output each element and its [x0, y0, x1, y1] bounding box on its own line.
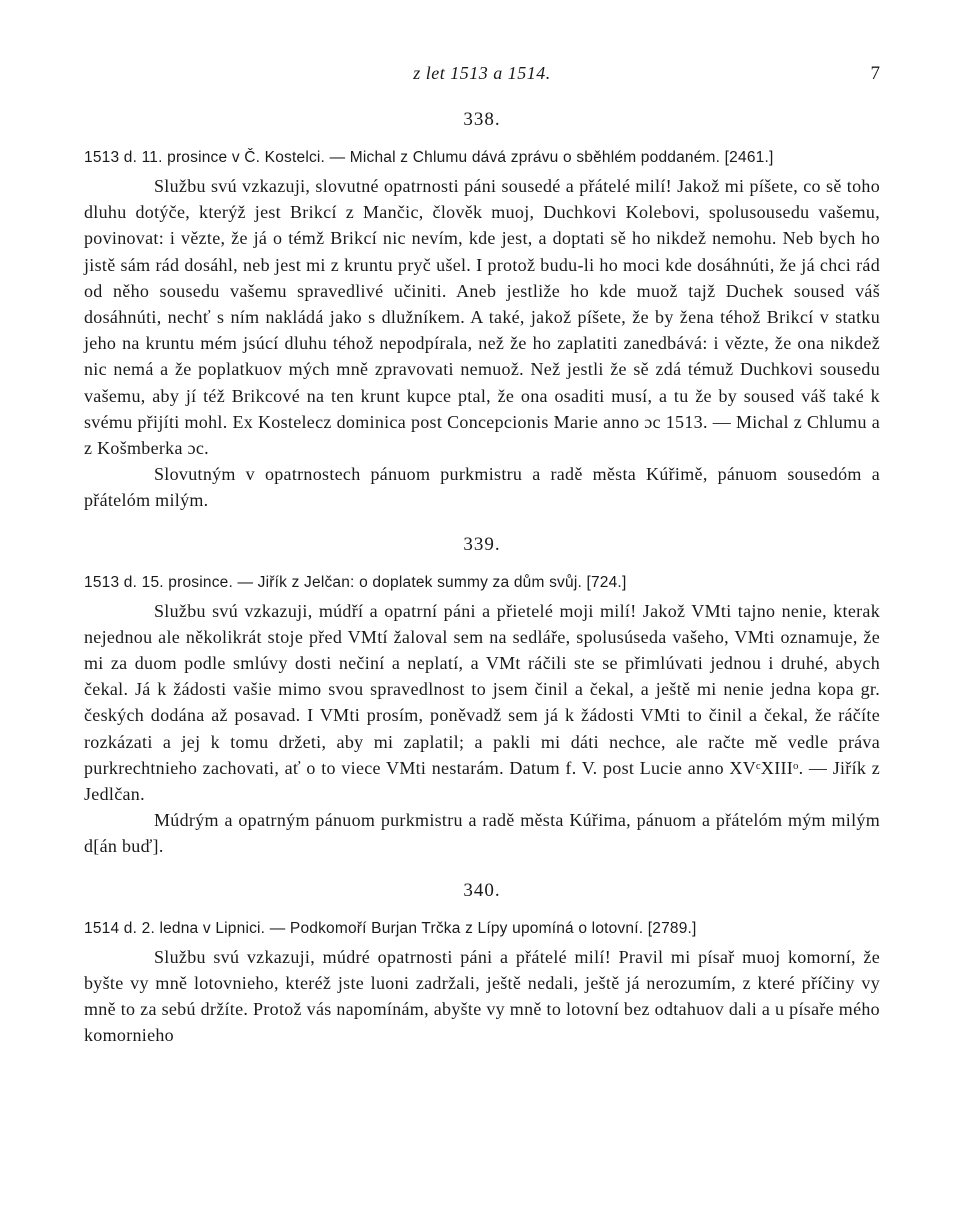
document-339	[84, 534, 880, 860]
document-address: Slovutným v opatrnostech pánuom purkmistru a radě města Kúřimě, pánuom sousedóm a přátelóm milým.	[84, 464, 880, 511]
document-text: Službu svú vzkazuji, múdří a opatrní páni a přietelé moji milí! Jakož VMti tajno nenie, kterak nejednou ale několikrát stoje před VMtí žaloval sem na sedláře, spolusúseda vašeho, VMti oznamuje, že mi za duom podle smlúvy dosti nečiní a neplatí, a VMt ráčili ste se přimlúvati jednou i druhé, abych čekal. Já k žádosti vašie mimo svou spravedlnost to jsem činil a čekal, a ještě mi nenie jedna kopa gr. českých dodána až posavad. I VMti prosím, poněvadž sem já k žádosti VMti to činil a čekal, že ráčíte rozkázati a jej k tomu držeti, aby mi zaplatil; a pakli mi dáti nechce, ale račte mě vedle práva purkrechtnieho zachovati, ať o to viece VMti nestarám. Datum f. V. post Lucie anno XVᶜXIIIᵒ. — Jiřík z Jedlčan.	[84, 600, 880, 805]
document-text: Službu svú vzkazuji, múdré opatrnosti páni a přátelé milí! Pravil mi písař muoj komorní, že byšte vy mně lotovnieho, kteréž jste luoni zadržali, ještě nedali, ještě já nerozumím, z které příčiny vy mně to za sebú držíte. Protož vás napomínám, abyšte vy mně to lotovní bez odtahuov dali a u písaře mého komornieho	[84, 946, 880, 1046]
document-text: Službu svú vzkazuji, slovutné opatrnosti páni sousedé a přátelé milí! Jakož mi píšete, co sě toho dluhu dotýče, kterýž jest Brikcí z Mančic, člověk muoj, Duchkovi Kolebovi, spolusousedu vašemu, povinovat: i vězte, že já o témž Brikcí nic nevím, kde jest, a doptati sě ho nikdež nemohu. Neb bych ho jistě sám rád dosáhl, neb jest mi z kruntu pryč ušel. I protož budu-li ho moci kde dosáhnúti, že já chci rád od něho sousedu vašemu spravedlivé učiniti. Aneb jestliže ho kde muož tajž Duchek soused váš dosáhnúti, nechť s ním nakládá jako s dlužníkem. A také, jakož píšete, že by žena téhož Brikcí v statku jeho na kruntu mém jsúcí dluhu téhož nepodpírala, než že ho zaplatiti zanedbává: i vězte, že ona nikdež nic nemá a že poplatkuov mých mně zpravovati nemuož. Než jestli že sě zdá témuž Duchkovi sousedu vašemu, aby jí též Brikcové na ten krunt kupce ptal, že ona osaditi musí, a tu že by soused váš také k svému přijíti mohl. Ex Kostelecz dominica post Concepcionis Marie anno ɔc 1513. — Michal z Chlumu a z Košmberka ɔc.	[84, 176, 880, 459]
document-regest: 1513 d. 11. prosince v Č. Kostelci. — Michal z Chlumu dává zprávu o sběhlém poddaném. [2461.]	[84, 149, 774, 166]
page	[84, 55, 880, 1048]
document-340	[84, 880, 880, 1049]
running-head	[84, 55, 880, 95]
document-regest: 1514 d. 2. ledna v Lipnici. — Podkomoří Burjan Trčka z Lípy upomíná o lotovní. [2789.]	[84, 919, 697, 937]
page-number: 7	[870, 63, 880, 84]
document-number: 339.	[463, 533, 501, 555]
document-address: Múdrým a opatrným pánuom purkmistru a radě města Kúřima, pánuom a přátelóm mým milým d[án buď].	[84, 810, 880, 857]
document-number: 338.	[463, 109, 501, 130]
document-number: 340.	[463, 879, 501, 901]
document-regest: 1513 d. 15. prosince. — Jiřík z Jelčan: o doplatek summy za dům svůj. [724.]	[84, 573, 627, 591]
running-title: z let 1513 a 1514.	[413, 63, 551, 83]
document-338	[84, 109, 880, 514]
